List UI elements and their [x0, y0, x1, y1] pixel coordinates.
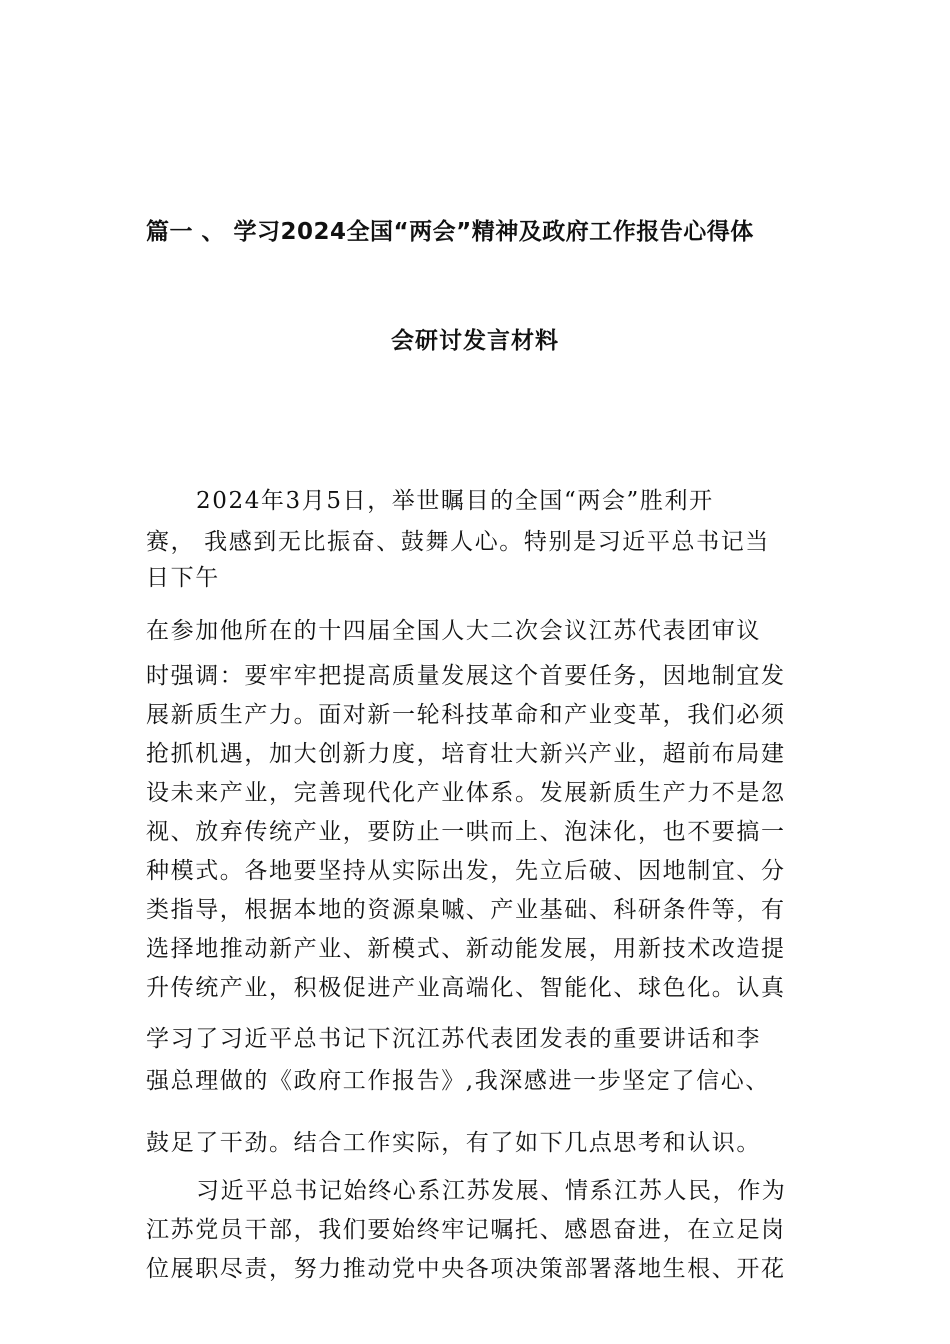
text-line: 种模式。各地要坚持从实际出发，先立后破、因地制宜、分: [146, 858, 786, 884]
text-line: 学习了习近平总书记下沉江苏代表团发表的重要讲话和李: [146, 1026, 761, 1052]
text-line: 习近平总书记始终心系江苏发展、情系江苏人民，作为: [196, 1178, 787, 1204]
text-line: 在参加他所在的十四届全国人大二次会议江苏代表团审议: [146, 618, 761, 644]
text-line: 展新质生产力。面对新一轮科技革命和产业变革，我们必须: [146, 702, 786, 728]
text-line: 日下午: [146, 565, 220, 591]
text-line: 鼓足了干劲。结合工作实际，有了如下几点思考和认识。: [146, 1130, 761, 1156]
text-line: 选择地推动新产业、新模式、新动能发展，用新技术改造提: [146, 936, 786, 962]
text-line: 赛， 我感到无比振奋、鼓舞人心。特别是习近平总书记当: [146, 529, 770, 555]
text-line: 设未来产业，完善现代化产业体系。发展新质生产力不是忽: [146, 780, 786, 806]
text-line: 类指导，根据本地的资源臬嘁、产业基础、科研条件等，有: [146, 897, 786, 923]
document-subtitle: 会研讨发言材料: [391, 328, 559, 354]
text-line: 江苏党员干部，我们要始终牢记嘱托、感恩奋进，在立足岗: [146, 1217, 786, 1243]
text-line: 升传统产业，积极促进产业高端化、智能化、球色化。认真: [146, 975, 786, 1001]
text-line: 视、放弃传统产业，要防止一哄而上、泡沫化，也不要搞一: [146, 819, 786, 845]
document-title: 篇一 、 学习2024全国“两会”精神及政府工作报告心得体: [146, 219, 754, 245]
text-line: 2024年3月5日，举世瞩目的全国“两会”胜利开: [196, 488, 714, 514]
text-line: 抢抓机遇，加大创新力度，培育壮大新兴产业，超前布局建: [146, 741, 786, 767]
text-line: 时强调：要牢牢把提高质量发展这个首要任务，因地制宜发: [146, 663, 786, 689]
text-line: 位展职尽责，努力推动党中央各项决策部署落地生根、开花: [146, 1256, 786, 1282]
text-line: 强总理做的《政府工作报告》,我深感进一步坚定了信心、: [146, 1068, 770, 1094]
